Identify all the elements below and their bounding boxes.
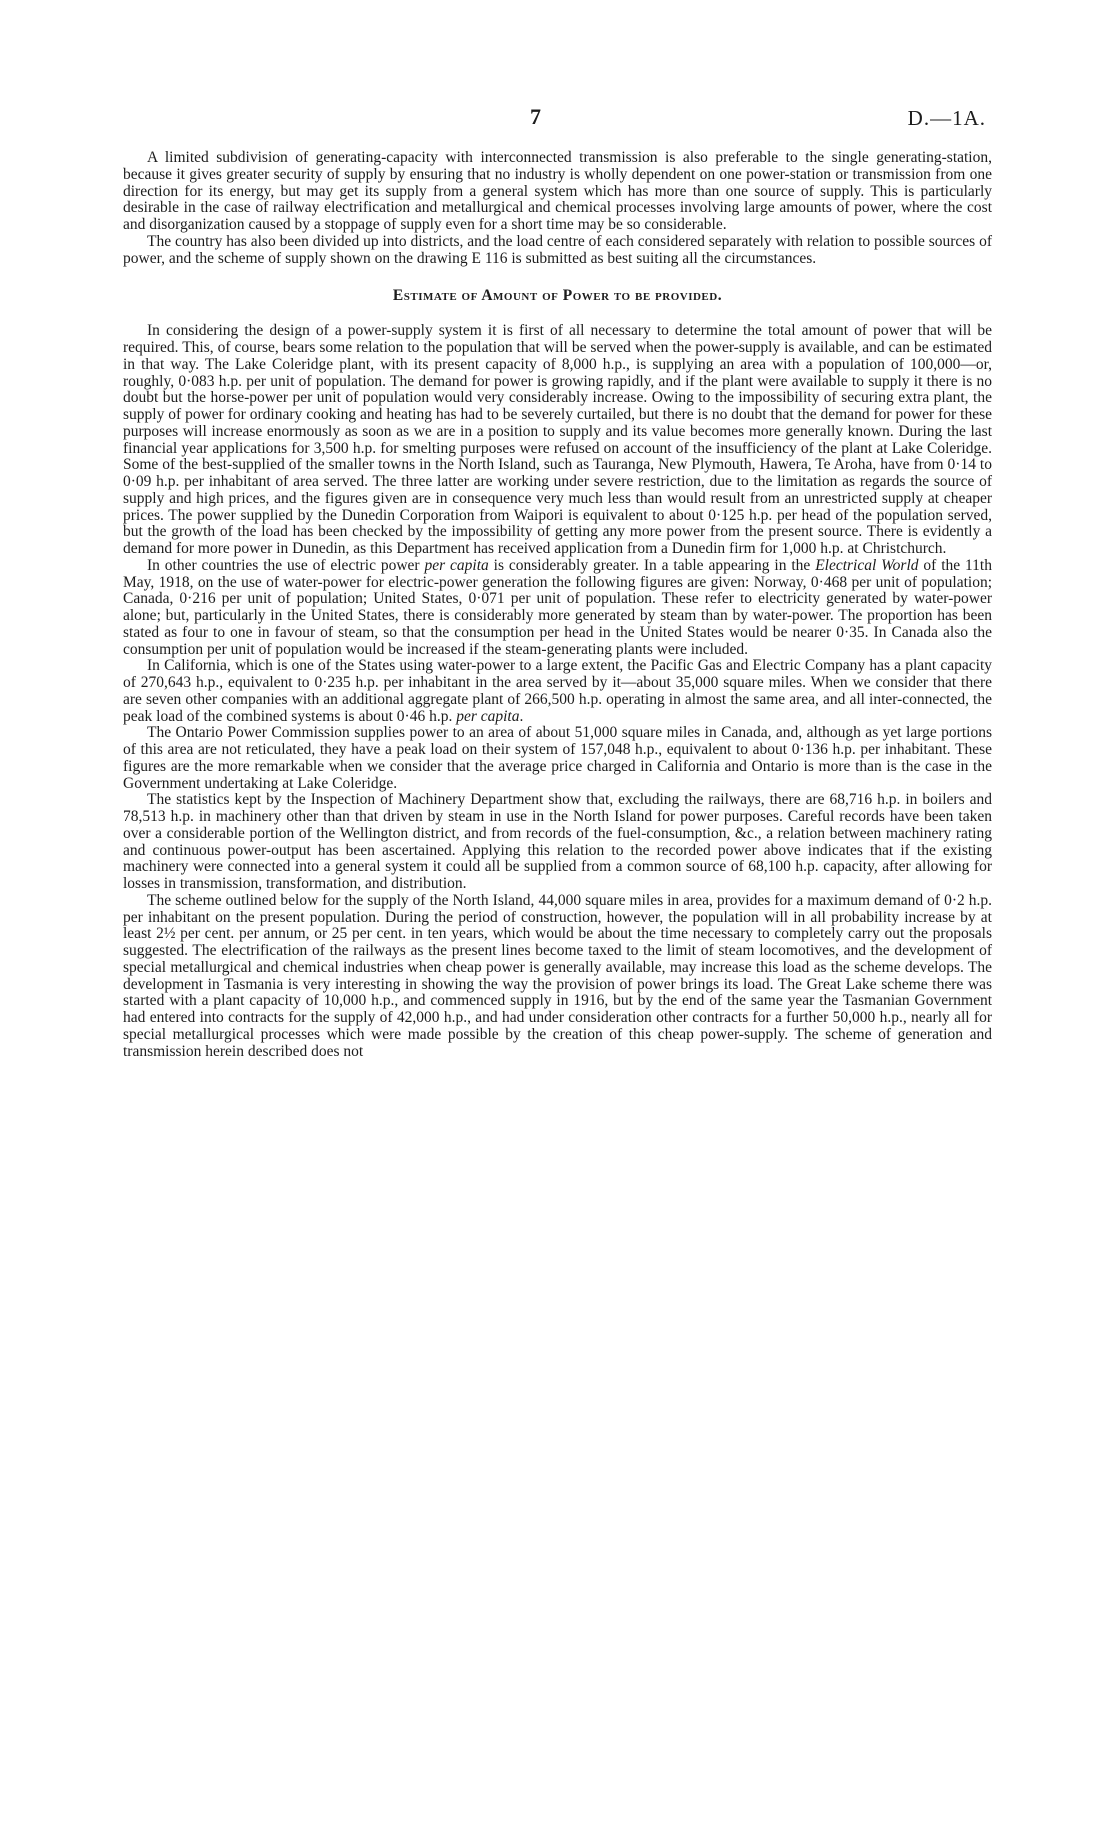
paragraph-north-island-scheme: The scheme outlined below for the supply of the North Island, 44,000 square miles in area, provides for a maximum demand of 0·2 h.p. per inhabitant on the present population. During the period of construction, however, the population will in all probability increase by at least 2½ per cent. per annum, or 25 per cent. in ten years, which would be about the time necessary to completely carry out the proposals suggested. The electrification of the railways as the present lines become taxed to the limit of steam locomotives, and the development of special metallurgical and chemical industries when cheap power is generally available, may increase this load as the scheme develops. The development in Tasmania is very interesting in showing the way the provision of power brings its load. The Great Lake scheme there was started with a plant capacity of 10,000 h.p., and commenced supply in 1916, but by the end of the same year the Tasmanian Government had entered into contracts for the supply of 42,000 h.p., and had under consideration other contracts for a further 50,000 h.p., nearly all for special metallurgical processes which were made possible by the creation of this cheap power-supply. The scheme of generation and transmission herein described does not — [123, 891, 992, 1060]
paragraph-other-countries — [123, 558, 992, 659]
italic-term: per capita — [456, 707, 520, 725]
italic-term: per capita — [424, 556, 489, 574]
page-number: 7 — [530, 104, 541, 129]
page-header — [0, 104, 1114, 134]
paragraph-text: In California, which is one of the States using water-power to a large extent, the Pacific Gas and Electric Company has a plant capacity of 270,643 h.p., equivalent to 0·235 h.p. per inhabitant in the area served by it—about 35,000 square miles. When we consider that there are seven other companies with an additional aggregate plant of 266,500 h.p. operating in almost the same area, and all inter-connected, the peak load of the combined systems is about 0·46 h.p. — [123, 657, 992, 725]
paragraph-california — [123, 658, 992, 725]
paragraph-statistics: The statistics kept by the Inspection of Machinery Department show that, excluding the railways, there are 68,716 h.p. in boilers and 78,513 h.p. in machinery other than that driven by steam in use in the North Island for power purposes. Careful records have been taken over a considerable portion of the Wellington district, and from records of the fuel-consumption, &c., a relation between machinery rating and continuous power-output has been ascertained. Applying this relation to the recorded power above indicates that if the existing machinery were connected into a general system it could all be supplied from a common source of 68,100 h.p. capacity, after allowing for losses in transmission, transformation, and distribution. — [123, 791, 992, 892]
body-text — [123, 150, 992, 1060]
paragraph-text: is considerably greater. In a table appearing in the — [488, 556, 816, 574]
paragraph-text: of the 11th May, 1918, on the use of water-power for electric-power generation the following figures are given: Norway, 0·468 per unit of population; Canada, 0·216 per unit of population; United States, 0·071 per unit of population. These refer to electricity generated by water-power alone; but, particularly in the United States, there is considerably more generated by steam than by water-power. The proportion has been stated as four to one in favour of steam, so that the consumption per head in the United States would be nearer 0·35. In Canada also the consumption per unit of population would be increased if the steam-generating plants were included. — [123, 556, 992, 658]
parliamentary-paper-reference: D.—1A. — [907, 106, 986, 130]
journal-title: Electrical World — [815, 556, 919, 574]
paragraph-power-estimate: In considering the design of a power-supply system it is first of all necessary to determine the total amount of power that will be required. This, of course, bears some relation to the population that will be served when the power-supply is available, and can be estimated in that way. The Lake Coleridge plant, with its present capacity of 8,000 h.p., is supplying an area with a population of 100,000—or, roughly, 0·083 h.p. per unit of population. The demand for power is growing rapidly, and if the plant were available to supply it there is no doubt but the horse-power per unit of population would very considerably increase. Owing to the impossibility of securing extra plant, the supply of power for ordinary cooking and heating has had to be severely curtailed, but there is no doubt that the demand for power for these purposes will increase enormously as soon as we are in a position to supply and its value becomes more generally known. During the last financial year applications for 3,500 h.p. for smelting purposes were refused on account of the insufficiency of the plant at Lake Coleridge. Some of the best-supplied of the smaller towns in the North Island, such as Tauranga, New Plymouth, Hawera, Te Aroha, have from 0·14 to 0·09 h.p. per inhabitant of area served. The three latter are working under severe restriction, due to the limitation as regards the source of supply and high prices, and the figures given are in consequence very much less than would result from an unrestricted supply at cheaper prices. The power supplied by the Dunedin Corporation from Waipori is equivalent to about 0·125 h.p. per head of the population served, but the growth of the load has been checked by the impossibility of getting any more power from the present source. There is evidently a demand for more power in Dunedin, as this Department has received application from a Dunedin firm for 1,000 h.p. at Christchurch. — [123, 322, 992, 557]
paragraph-text: . — [519, 707, 524, 725]
paragraph-generating-subdivision: A limited subdivision of generating-capacity with interconnected transmission is also preferable to the single generating-station, because it gives greater security of supply by ensuring that no industry is wholly dependent on one power-station or transmission from one direction for its energy, but may get its supply from a general system which has more than one source of supply. This is particularly desirable in the case of railway electrification and metallurgical and chemical processes involving large amounts of power, where the cost and disorganization caused by a stoppage of supply even for a short time may be so considerable. — [123, 149, 992, 233]
paragraph-ontario: The Ontario Power Commission supplies power to an area of about 51,000 square miles in Canada, and, although as yet large portions of this area are not reticulated, they have a peak load on their system of 157,048 h.p., equivalent to about 0·136 h.p. per inhabitant. These figures are the more remarkable when we consider that the average price charged in California and Ontario is more than is the case in the Government undertaking at Lake Coleridge. — [123, 724, 992, 792]
paragraph-districts: The country has also been divided up into districts, and the load centre of each considered separately with relation to possible sources of power, and the scheme of supply shown on the drawing E 116 is submitted as best suiting all the circumstances. — [123, 232, 992, 267]
section-heading: Estimate of Amount of Power to be provided. — [392, 287, 723, 305]
paragraph-text: In other countries the use of electric power — [147, 556, 425, 574]
